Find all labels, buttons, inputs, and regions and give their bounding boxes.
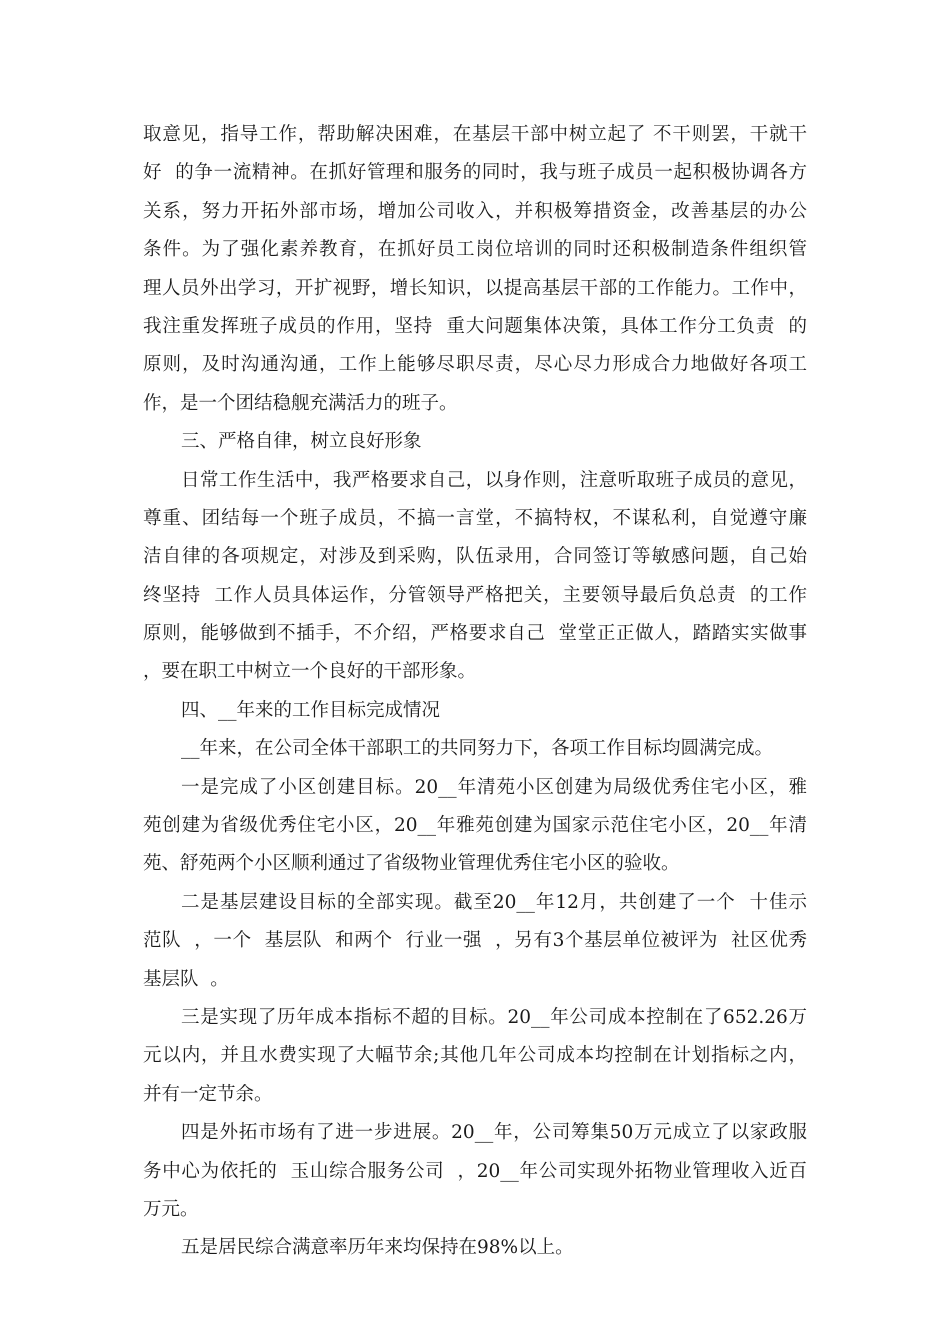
text-line: 务中心为依托的 玉山综合服务公司 ，20__年公司实现外拓物业管理收入近百 <box>143 1160 807 1182</box>
text-line: 我注重发挥班子成员的作用，坚持 重大问题集体决策，具体工作分工负责 的 <box>143 315 807 337</box>
text-line: 洁自律的各项规定，对涉及到采购，队伍录用，合同签订等敏感问题，自己始 <box>143 546 807 568</box>
text-line: 五是居民综合满意率历年来均保持在98%以上。 <box>181 1237 574 1259</box>
document-body <box>143 116 807 1268</box>
text-line: 万元。 <box>143 1198 199 1220</box>
section-heading: 四、__年来的工作目标完成情况 <box>181 699 441 721</box>
text-line: 范队 ，一个 基层队 和两个 行业一强 ，另有3个基层单位被评为 社区优秀 <box>143 930 807 952</box>
text-line: 原则，及时沟通沟通，工作上能够尽职尽责，尽心尽力形成合力地做好各项工 <box>143 354 807 376</box>
text-line: 作，是一个团结稳舰充满活力的班子。 <box>143 392 458 414</box>
text-line: 理人员外出学习，开扩视野，增长知识，以提高基层干部的工作能力。工作中， <box>143 277 807 299</box>
text-line: 元以内，并且水费实现了大幅节余;其他几年公司成本均控制在计划指标之内， <box>143 1045 807 1067</box>
text-line: 条件。为了强化素养教育，在抓好员工岗位培训的同时还积极制造条件组织管 <box>143 239 807 261</box>
text-line: 终坚持 工作人员具体运作，分管领导严格把关，主要领导最后负总责 的工作 <box>143 584 807 606</box>
text-line: 二是基层建设目标的全部实现。截至20__年12月，共创建了一个 十佳示 <box>181 891 807 913</box>
text-line: 日常工作生活中，我严格要求自己，以身作则，注意听取班子成员的意见， <box>181 469 807 491</box>
text-line: 尊重、团结每一个班子成员，不搞一言堂，不搞特权，不谋私利，自觉遵守廉 <box>143 507 807 529</box>
text-line: 三是实现了历年成本指标不超的目标。20__年公司成本控制在了652.26万 <box>181 1006 807 1028</box>
text-line: 苑、舒苑两个小区顺利通过了省级物业管理优秀住宅小区的验收。 <box>143 853 680 875</box>
text-line: 四是外拓市场有了进一步进展。20__年，公司筹集50万元成立了以家政服 <box>181 1122 807 1144</box>
text-line: 苑创建为省级优秀住宅小区，20__年雅苑创建为国家示范住宅小区，20__年清 <box>143 815 807 837</box>
text-line: 关系，努力开拓外部市场，增加公司收入，并积极筹措资金，改善基层的办公 <box>143 200 807 222</box>
text-line: 原则，能够做到不插手，不介绍，严格要求自己 堂堂正正做人，踏踏实实做事 <box>143 623 807 645</box>
text-line: __年来，在公司全体干部职工的共同努力下，各项工作目标均圆满完成。 <box>181 738 774 760</box>
text-line: 好 的争一流精神。在抓好管理和服务的同时，我与班子成员一起积极协调各方 <box>143 162 807 184</box>
text-line: 一是完成了小区创建目标。20__年清苑小区创建为局级优秀住宅小区，雅 <box>181 776 807 798</box>
text-line: 基层队 。 <box>143 968 229 990</box>
text-line: 并有一定节余。 <box>143 1083 273 1105</box>
text-line: ，要在职工中树立一个良好的干部形象。 <box>143 661 477 683</box>
section-heading: 三、严格自律，树立良好形象 <box>181 431 422 453</box>
text-line: 取意见，指导工作，帮助解决困难，在基层干部中树立起了 不干则罢，干就干 <box>143 124 807 145</box>
